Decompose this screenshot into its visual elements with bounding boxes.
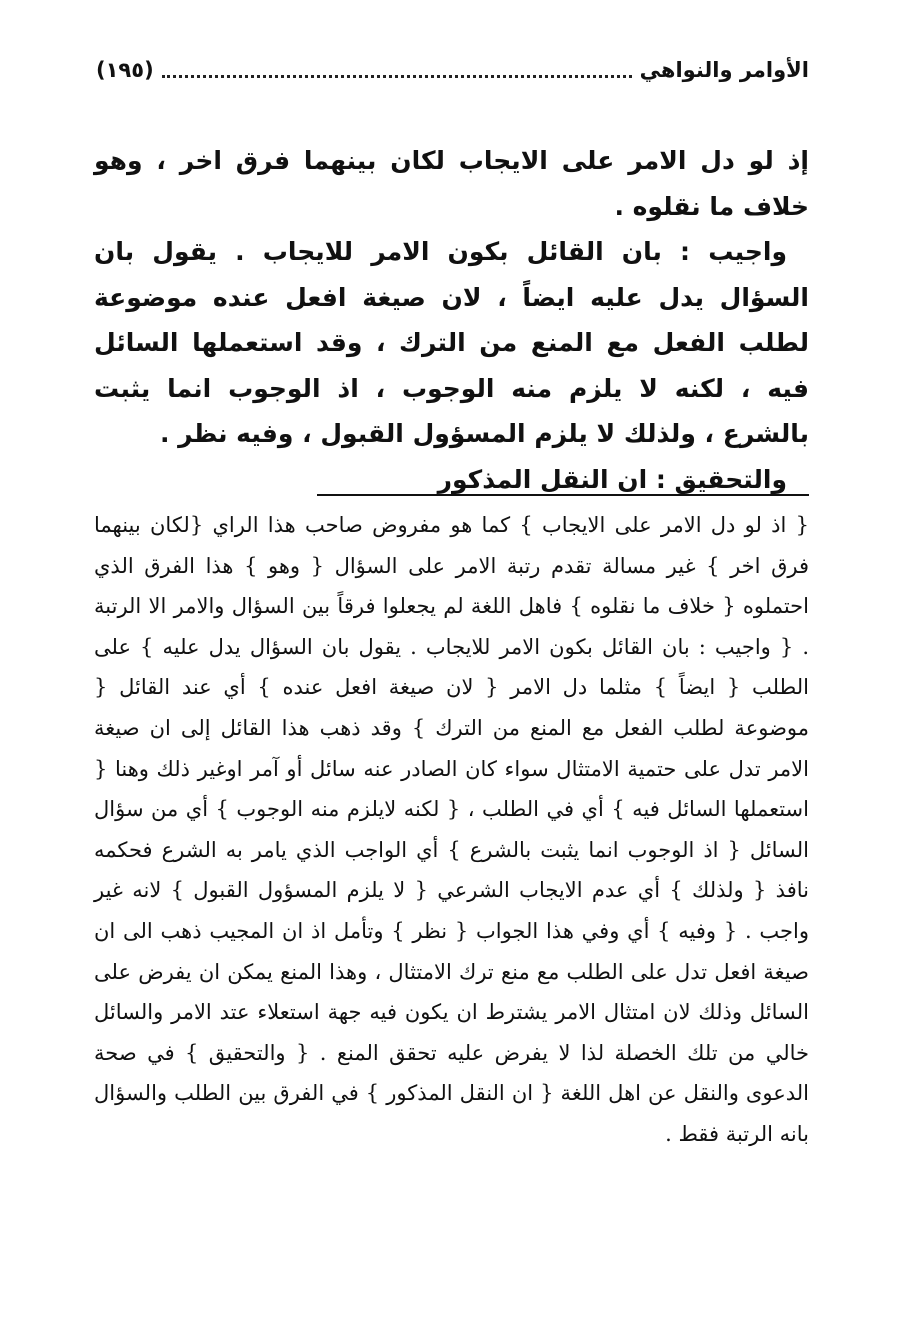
chapter-title: الأوامر والنواهي xyxy=(639,58,809,82)
main-text-paragraph: إذ لو دل الامر على الايجاب لكان بينهما فرق اخر ، وهو خلاف ما نقلوه . xyxy=(94,146,809,221)
commentary-paragraph: { اذ لو دل الامر على الايجاب } كما هو مفروض صاحب هذا الراي {لكان بينهما فرق اخر } غير مسالة تقدم رتبة الامر على السؤال { وهو } هذا الفرق الذي احتملوه { خلاف ما نقلوه } فاهل اللغة لم يجعلوا فرقاً بين السؤال والامر الا الرتبة . { واجيب : بان القائل بكون الامر للايجاب . يقول بان السؤال يدل عليه } على الطلب { ايضاً } مثلما دل الامر { لان صيغة افعل عنده } أي عند القائل { موضوعة لطلب الفعل مع المنع من الترك } وقد ذهب هذا القائل إلى ان صيغة الامر تدل على حتمية الامتثال سواء كان الصادر عنه سائل أو آمر اوغير ذلك وهنا { استعملها السائل فيه } أي في الطلب ، { لكنه لايلزم منه الوجوب } أي من سؤال السائل { اذ الوجوب انما يثبت بالشرع } أي الواجب الذي يامر به الشرع فحكمه نافذ { ولذلك } أي عدم الايجاب الشرعي { لا يلزم المسؤول القبول } لانه غير واجب . { وفيه } أي وفي هذا الجواب { نظر } وتأمل اذ ان المجيب ذهب الى ان صيغة افعل تدل على الطلب مع منع ترك الامتثال ، وهذا المنع يمكن ان يفرض على السائل وذلك لان امتثال الامر يشترط ان يكون فيه جهة استعلاء عتد الامر والسائل خالي من تلك الخصلة لذا لا يفرض عليه تحقق المنع . { والتحقيق } في صحة الدعوى والنقل عن اهل اللغة { ان النقل المذكور } في الفرق بين الطلب والسؤال بانه الرتبة فقط . xyxy=(94,513,809,1146)
main-text-paragraph: والتحقيق : ان النقل المذكور xyxy=(437,464,787,494)
commentary-divider xyxy=(317,494,809,496)
main-text xyxy=(94,138,809,502)
main-text-paragraph: واجيب : بان القائل بكون الامر للايجاب . يقول بان السؤال يدل عليه ايضاً ، لان صيغة افعل عنده موضوعة لطلب الفعل مع المنع من الترك ، وقد استعملها السائل فيه ، لكنه لا يلزم منه الوجوب ، اذ الوجوب انما يثبت بالشرع ، ولذلك لا يلزم المسؤول القبول ، وفيه نظر . xyxy=(94,237,809,448)
dot-leader xyxy=(162,75,632,78)
running-header xyxy=(96,52,809,88)
page-number: (١٩٥) xyxy=(96,58,154,82)
commentary-text xyxy=(94,505,809,1155)
